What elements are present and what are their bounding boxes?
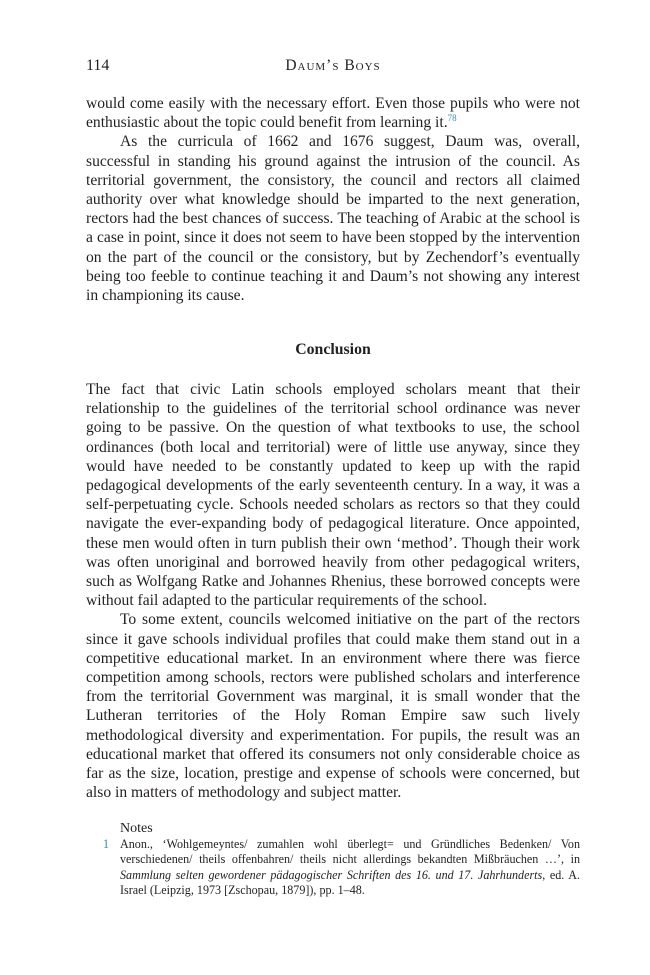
paragraph-3: The fact that civic Latin schools employed scholars meant that their relationship to the guidelines of the territorial school ordinance was never going to be passive. On the question of what textbooks to use, the school ordinances (both local and territorial) were of little use anyway, since they would have needed to be constantly updated to keep up with the rapid pedagogical developments of the early seventeenth century. In a way, it was a self-perpetuating cycle. Schools needed scholars as rectors so that they could navigate the ever-expanding body of pedagogical literature. Once appointed, these men would often in turn publish their own ‘method’. Though their work was often unoriginal and borrowed heavily from other pedagogical writers, such as Wolfgang Ratke and Johannes Rhenius, these borrowed concepts were without fail adapted to the particular requirements of the school. xyxy=(86,381,580,610)
conclusion-heading: Conclusion xyxy=(295,341,371,358)
notes-title: Notes xyxy=(120,821,153,836)
paragraph-continued xyxy=(86,94,580,132)
paragraph-4: To some extent, councils welcomed initiative on the part of the rectors since it gave schools individual profiles that could make them stand out in a competitive educational market. In an environment where there was fierce competition among schools, rectors were published scholars and interference from the territorial Government was marginal, it is small wonder that the Lutheran territories of the Holy Roman Empire saw such lively methodological diversity and experimentation. For pupils, the result was an educational market that offered its consumers not only considerable choice as far as the size, location, prestige and expense of schools were concerned, but also in matters of methodology and subject matter. xyxy=(86,611,580,802)
paragraph-2: As the curricula of 1662 and 1676 suggest, Daum was, overall, successful in standing his ground against the intrusion of the council. As territorial government, the consistory, the council and rectors all claimed authority over what knowledge should be imparted to the next generation, rectors had the best chances of success. The teaching of Arabic at the school is a case in point, since it does not seem to have been stopped by the intervention on the part of the council or the consistory, but by Zechendorf’s eventually being too feeble to continue teaching it and Daum’s not showing any interest in championing its cause. xyxy=(86,133,580,305)
footnote-ref-78[interactable]: 78 xyxy=(447,113,457,124)
running-head xyxy=(86,57,580,79)
page-number: 114 xyxy=(86,57,110,74)
footnote-text-italic: Sammlung selten gewordener pädagogischer Schriften des 16. und 17. Jahrhunderts xyxy=(120,867,543,882)
footnote-text-b: , ed. A. Israel (Leipzig, 1973 [Zschopau, 1879]), pp. 1–48. xyxy=(120,867,580,897)
footnote-number: 1 xyxy=(103,837,110,851)
running-title: Daum’s Boys xyxy=(285,57,381,74)
body-section-top xyxy=(86,94,580,305)
footnote-1 xyxy=(103,837,580,898)
body-section-conclusion xyxy=(86,380,580,802)
paragraph-1-text: would come easily with the necessary effort. Even those pupils who were not enthusiastic about the topic could benefit from learning it. xyxy=(86,95,580,132)
footnote-text-a: Anon., ‘Wohlgemeyntes/ zumahlen wohl überlegt= und Gründliches Bedenken/ Von verschiedenen/ theils offenbahren/ theils nicht allerdings bekandten Mißbräuchen …’, in xyxy=(120,837,580,867)
